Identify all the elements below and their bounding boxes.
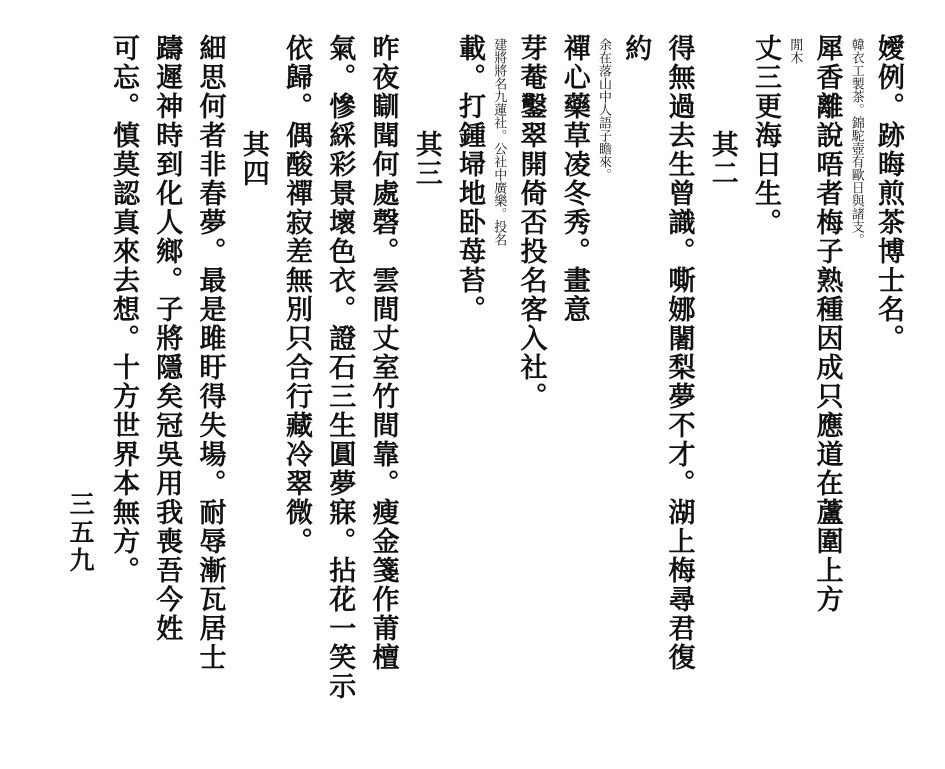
column-spacer bbox=[81, 34, 99, 35]
section-heading: 其二 bbox=[706, 130, 738, 188]
text-column: 可忘。慎莫認真來去想。十方世界本無方。 bbox=[108, 34, 139, 585]
page-number: 三五九 bbox=[66, 491, 95, 575]
text-column: 氣。慘綵彩景壞色衣。證石三生圓夢寐。拈花一笑示 bbox=[324, 34, 356, 701]
text-column: 犀香離說唔者梅子熟種因成只應道在蘆圍上方 bbox=[811, 34, 843, 614]
annotation-column: 余在落山中人語子瞻來。 bbox=[596, 38, 611, 181]
section-heading: 其四 bbox=[237, 130, 269, 188]
vertical-text-body bbox=[38, 34, 907, 701]
annotation-column: 閒木 bbox=[787, 38, 803, 64]
annotation-column: 建將將名九蓮社。公社中廣樂。投名 bbox=[491, 38, 507, 246]
annotation-column: 韓衣工製茶。錦駝壺有歐日與諸支。 bbox=[848, 38, 864, 246]
text-column: 嬡例。跡晦煎茶博士名。 bbox=[873, 34, 904, 353]
text-column: 載。打鍾埽地卧苺苔。 bbox=[454, 34, 485, 324]
text-column: 昨夜瞓聞何處磬。雲間丈室竹間靠。瘦金箋作莆檀 bbox=[367, 34, 399, 672]
section-heading: 其三 bbox=[410, 130, 442, 188]
text-column: 躊遲神時到化人鄉。子將隱矣冠吳用我喪吾今姓 bbox=[151, 34, 183, 643]
text-column: 禪心藥草凌冬秀。畫意 bbox=[558, 34, 590, 324]
text-column: 得無過去生曾識。嘶娜闍梨夢不才。湖上梅尋君復 bbox=[663, 34, 695, 672]
text-column: 丈三更海日生。 bbox=[750, 34, 781, 237]
text-column: 約 bbox=[620, 34, 652, 63]
text-column: 細思何者非春夢。最是雎盱得失場。耐辱漸瓦居士 bbox=[194, 34, 226, 672]
text-column: 芽菴鑿翠開倚否投名客入社。 bbox=[515, 34, 547, 411]
text-column: 依歸。偶酸禪寂差無別只合行藏冷翠微。 bbox=[281, 34, 312, 556]
